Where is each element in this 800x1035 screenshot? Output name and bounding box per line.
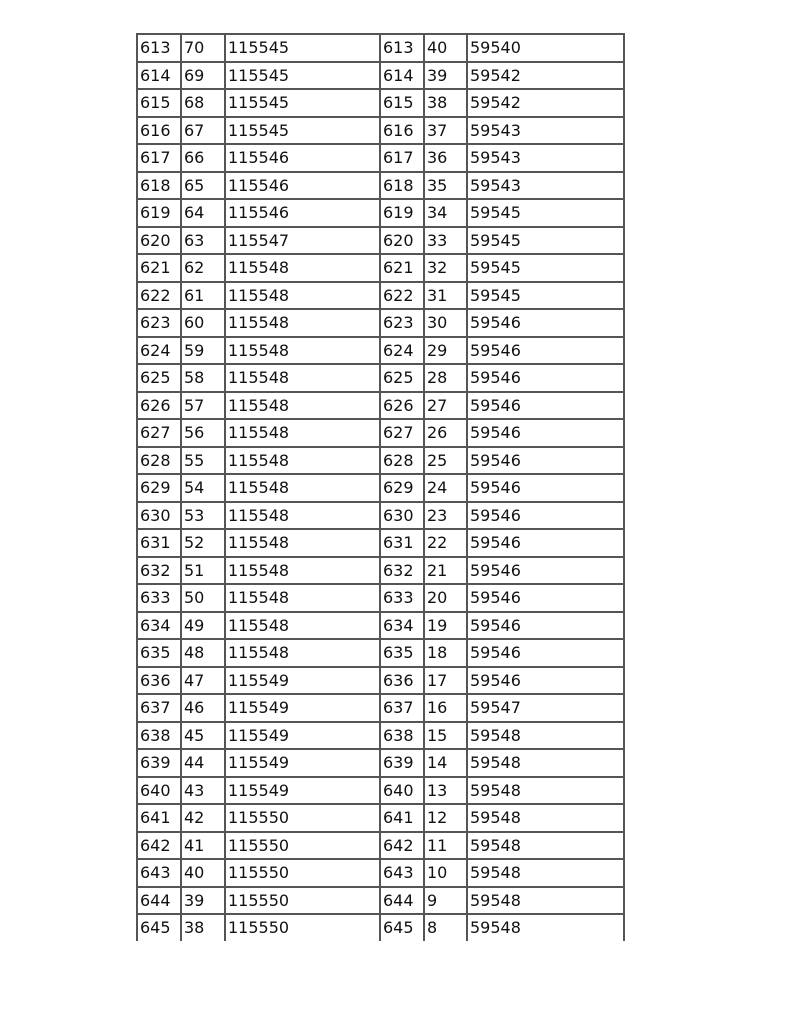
cell-rank-right: 630 xyxy=(380,502,424,530)
table-row xyxy=(137,447,624,475)
cell-rank-left: 633 xyxy=(137,584,181,612)
cell-value-right: 59540 xyxy=(467,34,624,62)
table-row xyxy=(137,804,624,832)
cell-count-right: 40 xyxy=(424,34,467,62)
cell-rank-left: 639 xyxy=(137,749,181,777)
cell-rank-left: 630 xyxy=(137,502,181,530)
cell-value-left: 115548 xyxy=(225,392,380,420)
cell-rank-right: 635 xyxy=(380,639,424,667)
data-table-body xyxy=(137,34,624,941)
cell-count-left: 61 xyxy=(181,282,225,310)
cell-value-left: 115549 xyxy=(225,749,380,777)
cell-rank-left: 642 xyxy=(137,832,181,860)
cell-count-left: 47 xyxy=(181,667,225,695)
cell-count-left: 62 xyxy=(181,254,225,282)
cell-rank-right: 623 xyxy=(380,309,424,337)
cell-count-right: 31 xyxy=(424,282,467,310)
cell-count-right: 39 xyxy=(424,62,467,90)
cell-rank-left: 644 xyxy=(137,887,181,915)
cell-value-right: 59546 xyxy=(467,364,624,392)
cell-rank-left: 637 xyxy=(137,694,181,722)
cell-value-left: 115546 xyxy=(225,144,380,172)
cell-value-left: 115548 xyxy=(225,282,380,310)
table-row xyxy=(137,144,624,172)
cell-count-right: 17 xyxy=(424,667,467,695)
cell-count-right: 14 xyxy=(424,749,467,777)
cell-rank-left: 628 xyxy=(137,447,181,475)
cell-count-right: 10 xyxy=(424,859,467,887)
cell-count-left: 38 xyxy=(181,914,225,941)
cell-rank-right: 615 xyxy=(380,89,424,117)
cell-count-left: 67 xyxy=(181,117,225,145)
cell-value-right: 59546 xyxy=(467,392,624,420)
cell-rank-right: 617 xyxy=(380,144,424,172)
cell-count-left: 56 xyxy=(181,419,225,447)
cell-rank-left: 632 xyxy=(137,557,181,585)
table-row xyxy=(137,557,624,585)
cell-count-left: 68 xyxy=(181,89,225,117)
cell-count-left: 55 xyxy=(181,447,225,475)
cell-value-left: 115549 xyxy=(225,667,380,695)
cell-value-left: 115546 xyxy=(225,199,380,227)
cell-rank-left: 641 xyxy=(137,804,181,832)
cell-rank-left: 625 xyxy=(137,364,181,392)
cell-count-right: 36 xyxy=(424,144,467,172)
cell-rank-right: 643 xyxy=(380,859,424,887)
table-row xyxy=(137,34,624,62)
cell-rank-right: 644 xyxy=(380,887,424,915)
cell-count-right: 12 xyxy=(424,804,467,832)
cell-rank-left: 621 xyxy=(137,254,181,282)
cell-value-right: 59545 xyxy=(467,282,624,310)
cell-rank-left: 627 xyxy=(137,419,181,447)
cell-rank-left: 638 xyxy=(137,722,181,750)
cell-rank-left: 636 xyxy=(137,667,181,695)
cell-rank-left: 640 xyxy=(137,777,181,805)
cell-value-left: 115548 xyxy=(225,612,380,640)
cell-rank-left: 624 xyxy=(137,337,181,365)
cell-count-right: 25 xyxy=(424,447,467,475)
cell-rank-right: 636 xyxy=(380,667,424,695)
cell-count-right: 37 xyxy=(424,117,467,145)
cell-count-left: 44 xyxy=(181,749,225,777)
data-table xyxy=(136,33,625,941)
cell-value-right: 59548 xyxy=(467,859,624,887)
cell-rank-left: 613 xyxy=(137,34,181,62)
cell-value-left: 115548 xyxy=(225,309,380,337)
cell-value-left: 115548 xyxy=(225,639,380,667)
cell-count-left: 42 xyxy=(181,804,225,832)
cell-count-left: 57 xyxy=(181,392,225,420)
cell-value-left: 115550 xyxy=(225,914,380,941)
cell-value-left: 115548 xyxy=(225,364,380,392)
table-row xyxy=(137,529,624,557)
table-row xyxy=(137,199,624,227)
table-row xyxy=(137,254,624,282)
cell-count-right: 16 xyxy=(424,694,467,722)
cell-value-right: 59542 xyxy=(467,62,624,90)
cell-rank-right: 618 xyxy=(380,172,424,200)
cell-value-right: 59543 xyxy=(467,172,624,200)
cell-value-left: 115545 xyxy=(225,62,380,90)
cell-rank-left: 617 xyxy=(137,144,181,172)
cell-count-left: 59 xyxy=(181,337,225,365)
cell-value-right: 59547 xyxy=(467,694,624,722)
table-row xyxy=(137,172,624,200)
cell-count-left: 52 xyxy=(181,529,225,557)
cell-rank-right: 637 xyxy=(380,694,424,722)
cell-count-left: 41 xyxy=(181,832,225,860)
cell-rank-right: 642 xyxy=(380,832,424,860)
cell-value-left: 115548 xyxy=(225,254,380,282)
cell-count-right: 21 xyxy=(424,557,467,585)
cell-value-left: 115548 xyxy=(225,337,380,365)
cell-rank-right: 645 xyxy=(380,914,424,941)
table-row xyxy=(137,282,624,310)
cell-count-left: 69 xyxy=(181,62,225,90)
cell-count-left: 66 xyxy=(181,144,225,172)
cell-value-left: 115549 xyxy=(225,777,380,805)
cell-count-left: 51 xyxy=(181,557,225,585)
cell-count-right: 29 xyxy=(424,337,467,365)
cell-value-right: 59545 xyxy=(467,199,624,227)
cell-count-left: 40 xyxy=(181,859,225,887)
table-row xyxy=(137,887,624,915)
cell-count-left: 70 xyxy=(181,34,225,62)
table-row xyxy=(137,117,624,145)
cell-count-left: 48 xyxy=(181,639,225,667)
cell-value-right: 59546 xyxy=(467,309,624,337)
cell-rank-right: 621 xyxy=(380,254,424,282)
cell-rank-left: 620 xyxy=(137,227,181,255)
cell-count-left: 49 xyxy=(181,612,225,640)
cell-count-right: 38 xyxy=(424,89,467,117)
cell-count-right: 35 xyxy=(424,172,467,200)
cell-value-right: 59548 xyxy=(467,749,624,777)
cell-value-right: 59548 xyxy=(467,887,624,915)
table-row xyxy=(137,914,624,941)
cell-count-right: 32 xyxy=(424,254,467,282)
cell-value-left: 115549 xyxy=(225,694,380,722)
cell-rank-right: 638 xyxy=(380,722,424,750)
cell-rank-left: 622 xyxy=(137,282,181,310)
cell-rank-left: 615 xyxy=(137,89,181,117)
table-row xyxy=(137,639,624,667)
cell-value-right: 59546 xyxy=(467,502,624,530)
cell-count-left: 65 xyxy=(181,172,225,200)
cell-value-left: 115545 xyxy=(225,117,380,145)
cell-count-right: 28 xyxy=(424,364,467,392)
table-row xyxy=(137,419,624,447)
cell-count-right: 20 xyxy=(424,584,467,612)
cell-rank-left: 623 xyxy=(137,309,181,337)
cell-value-left: 115550 xyxy=(225,859,380,887)
cell-value-right: 59546 xyxy=(467,419,624,447)
cell-value-right: 59546 xyxy=(467,612,624,640)
table-row xyxy=(137,89,624,117)
cell-value-right: 59546 xyxy=(467,337,624,365)
cell-value-left: 115548 xyxy=(225,474,380,502)
cell-rank-right: 614 xyxy=(380,62,424,90)
cell-count-right: 9 xyxy=(424,887,467,915)
cell-count-right: 11 xyxy=(424,832,467,860)
cell-rank-right: 620 xyxy=(380,227,424,255)
cell-count-right: 24 xyxy=(424,474,467,502)
cell-value-right: 59548 xyxy=(467,722,624,750)
cell-value-right: 59546 xyxy=(467,447,624,475)
cell-count-right: 8 xyxy=(424,914,467,941)
cell-value-left: 115548 xyxy=(225,447,380,475)
table-row xyxy=(137,612,624,640)
cell-count-left: 54 xyxy=(181,474,225,502)
cell-rank-left: 645 xyxy=(137,914,181,941)
table-row xyxy=(137,392,624,420)
table-row xyxy=(137,749,624,777)
table-row xyxy=(137,667,624,695)
cell-rank-right: 627 xyxy=(380,419,424,447)
cell-rank-left: 614 xyxy=(137,62,181,90)
cell-value-right: 59546 xyxy=(467,557,624,585)
cell-value-right: 59545 xyxy=(467,254,624,282)
cell-value-left: 115548 xyxy=(225,419,380,447)
cell-value-left: 115546 xyxy=(225,172,380,200)
cell-value-right: 59545 xyxy=(467,227,624,255)
cell-count-right: 15 xyxy=(424,722,467,750)
cell-count-left: 50 xyxy=(181,584,225,612)
cell-count-left: 39 xyxy=(181,887,225,915)
cell-value-left: 115547 xyxy=(225,227,380,255)
table-row xyxy=(137,502,624,530)
cell-count-right: 23 xyxy=(424,502,467,530)
cell-value-left: 115550 xyxy=(225,832,380,860)
table-row xyxy=(137,474,624,502)
cell-rank-left: 631 xyxy=(137,529,181,557)
cell-value-left: 115545 xyxy=(225,34,380,62)
cell-value-right: 59546 xyxy=(467,639,624,667)
table-row xyxy=(137,62,624,90)
cell-value-left: 115545 xyxy=(225,89,380,117)
cell-value-right: 59546 xyxy=(467,474,624,502)
cell-rank-right: 631 xyxy=(380,529,424,557)
cell-rank-right: 626 xyxy=(380,392,424,420)
cell-rank-left: 643 xyxy=(137,859,181,887)
cell-count-left: 60 xyxy=(181,309,225,337)
cell-value-right: 59546 xyxy=(467,667,624,695)
cell-rank-right: 619 xyxy=(380,199,424,227)
cell-count-left: 64 xyxy=(181,199,225,227)
cell-count-right: 18 xyxy=(424,639,467,667)
cell-rank-right: 624 xyxy=(380,337,424,365)
cell-count-right: 30 xyxy=(424,309,467,337)
cell-count-right: 26 xyxy=(424,419,467,447)
cell-value-right: 59548 xyxy=(467,804,624,832)
cell-count-left: 45 xyxy=(181,722,225,750)
cell-rank-left: 626 xyxy=(137,392,181,420)
cell-count-right: 34 xyxy=(424,199,467,227)
cell-value-left: 115548 xyxy=(225,557,380,585)
cell-rank-right: 629 xyxy=(380,474,424,502)
cell-rank-right: 628 xyxy=(380,447,424,475)
table-row xyxy=(137,227,624,255)
table-row xyxy=(137,832,624,860)
cell-count-right: 27 xyxy=(424,392,467,420)
cell-rank-right: 613 xyxy=(380,34,424,62)
cell-count-left: 58 xyxy=(181,364,225,392)
cell-count-left: 46 xyxy=(181,694,225,722)
table-row xyxy=(137,694,624,722)
cell-rank-right: 633 xyxy=(380,584,424,612)
cell-value-right: 59546 xyxy=(467,529,624,557)
cell-count-left: 43 xyxy=(181,777,225,805)
cell-value-right: 59548 xyxy=(467,777,624,805)
cell-value-right: 59548 xyxy=(467,832,624,860)
cell-value-left: 115550 xyxy=(225,887,380,915)
cell-rank-right: 616 xyxy=(380,117,424,145)
table-row xyxy=(137,859,624,887)
table-row xyxy=(137,777,624,805)
cell-value-left: 115548 xyxy=(225,529,380,557)
cell-rank-left: 618 xyxy=(137,172,181,200)
cell-count-right: 33 xyxy=(424,227,467,255)
cell-value-right: 59543 xyxy=(467,144,624,172)
cell-rank-right: 632 xyxy=(380,557,424,585)
cell-value-right: 59543 xyxy=(467,117,624,145)
cell-rank-right: 639 xyxy=(380,749,424,777)
table-row xyxy=(137,309,624,337)
table-row xyxy=(137,722,624,750)
cell-value-right: 59542 xyxy=(467,89,624,117)
cell-value-left: 115549 xyxy=(225,722,380,750)
cell-count-left: 53 xyxy=(181,502,225,530)
table-row xyxy=(137,584,624,612)
cell-rank-right: 641 xyxy=(380,804,424,832)
table-row xyxy=(137,337,624,365)
cell-value-left: 115550 xyxy=(225,804,380,832)
cell-value-right: 59546 xyxy=(467,584,624,612)
cell-rank-right: 622 xyxy=(380,282,424,310)
cell-value-right: 59548 xyxy=(467,914,624,941)
cell-count-right: 19 xyxy=(424,612,467,640)
cell-count-right: 13 xyxy=(424,777,467,805)
cell-rank-left: 619 xyxy=(137,199,181,227)
cell-rank-left: 635 xyxy=(137,639,181,667)
cell-rank-right: 634 xyxy=(380,612,424,640)
cell-count-right: 22 xyxy=(424,529,467,557)
table-row xyxy=(137,364,624,392)
cell-rank-right: 625 xyxy=(380,364,424,392)
cell-value-left: 115548 xyxy=(225,584,380,612)
cell-count-left: 63 xyxy=(181,227,225,255)
cell-rank-left: 634 xyxy=(137,612,181,640)
cell-rank-left: 629 xyxy=(137,474,181,502)
cell-value-left: 115548 xyxy=(225,502,380,530)
cell-rank-left: 616 xyxy=(137,117,181,145)
cell-rank-right: 640 xyxy=(380,777,424,805)
